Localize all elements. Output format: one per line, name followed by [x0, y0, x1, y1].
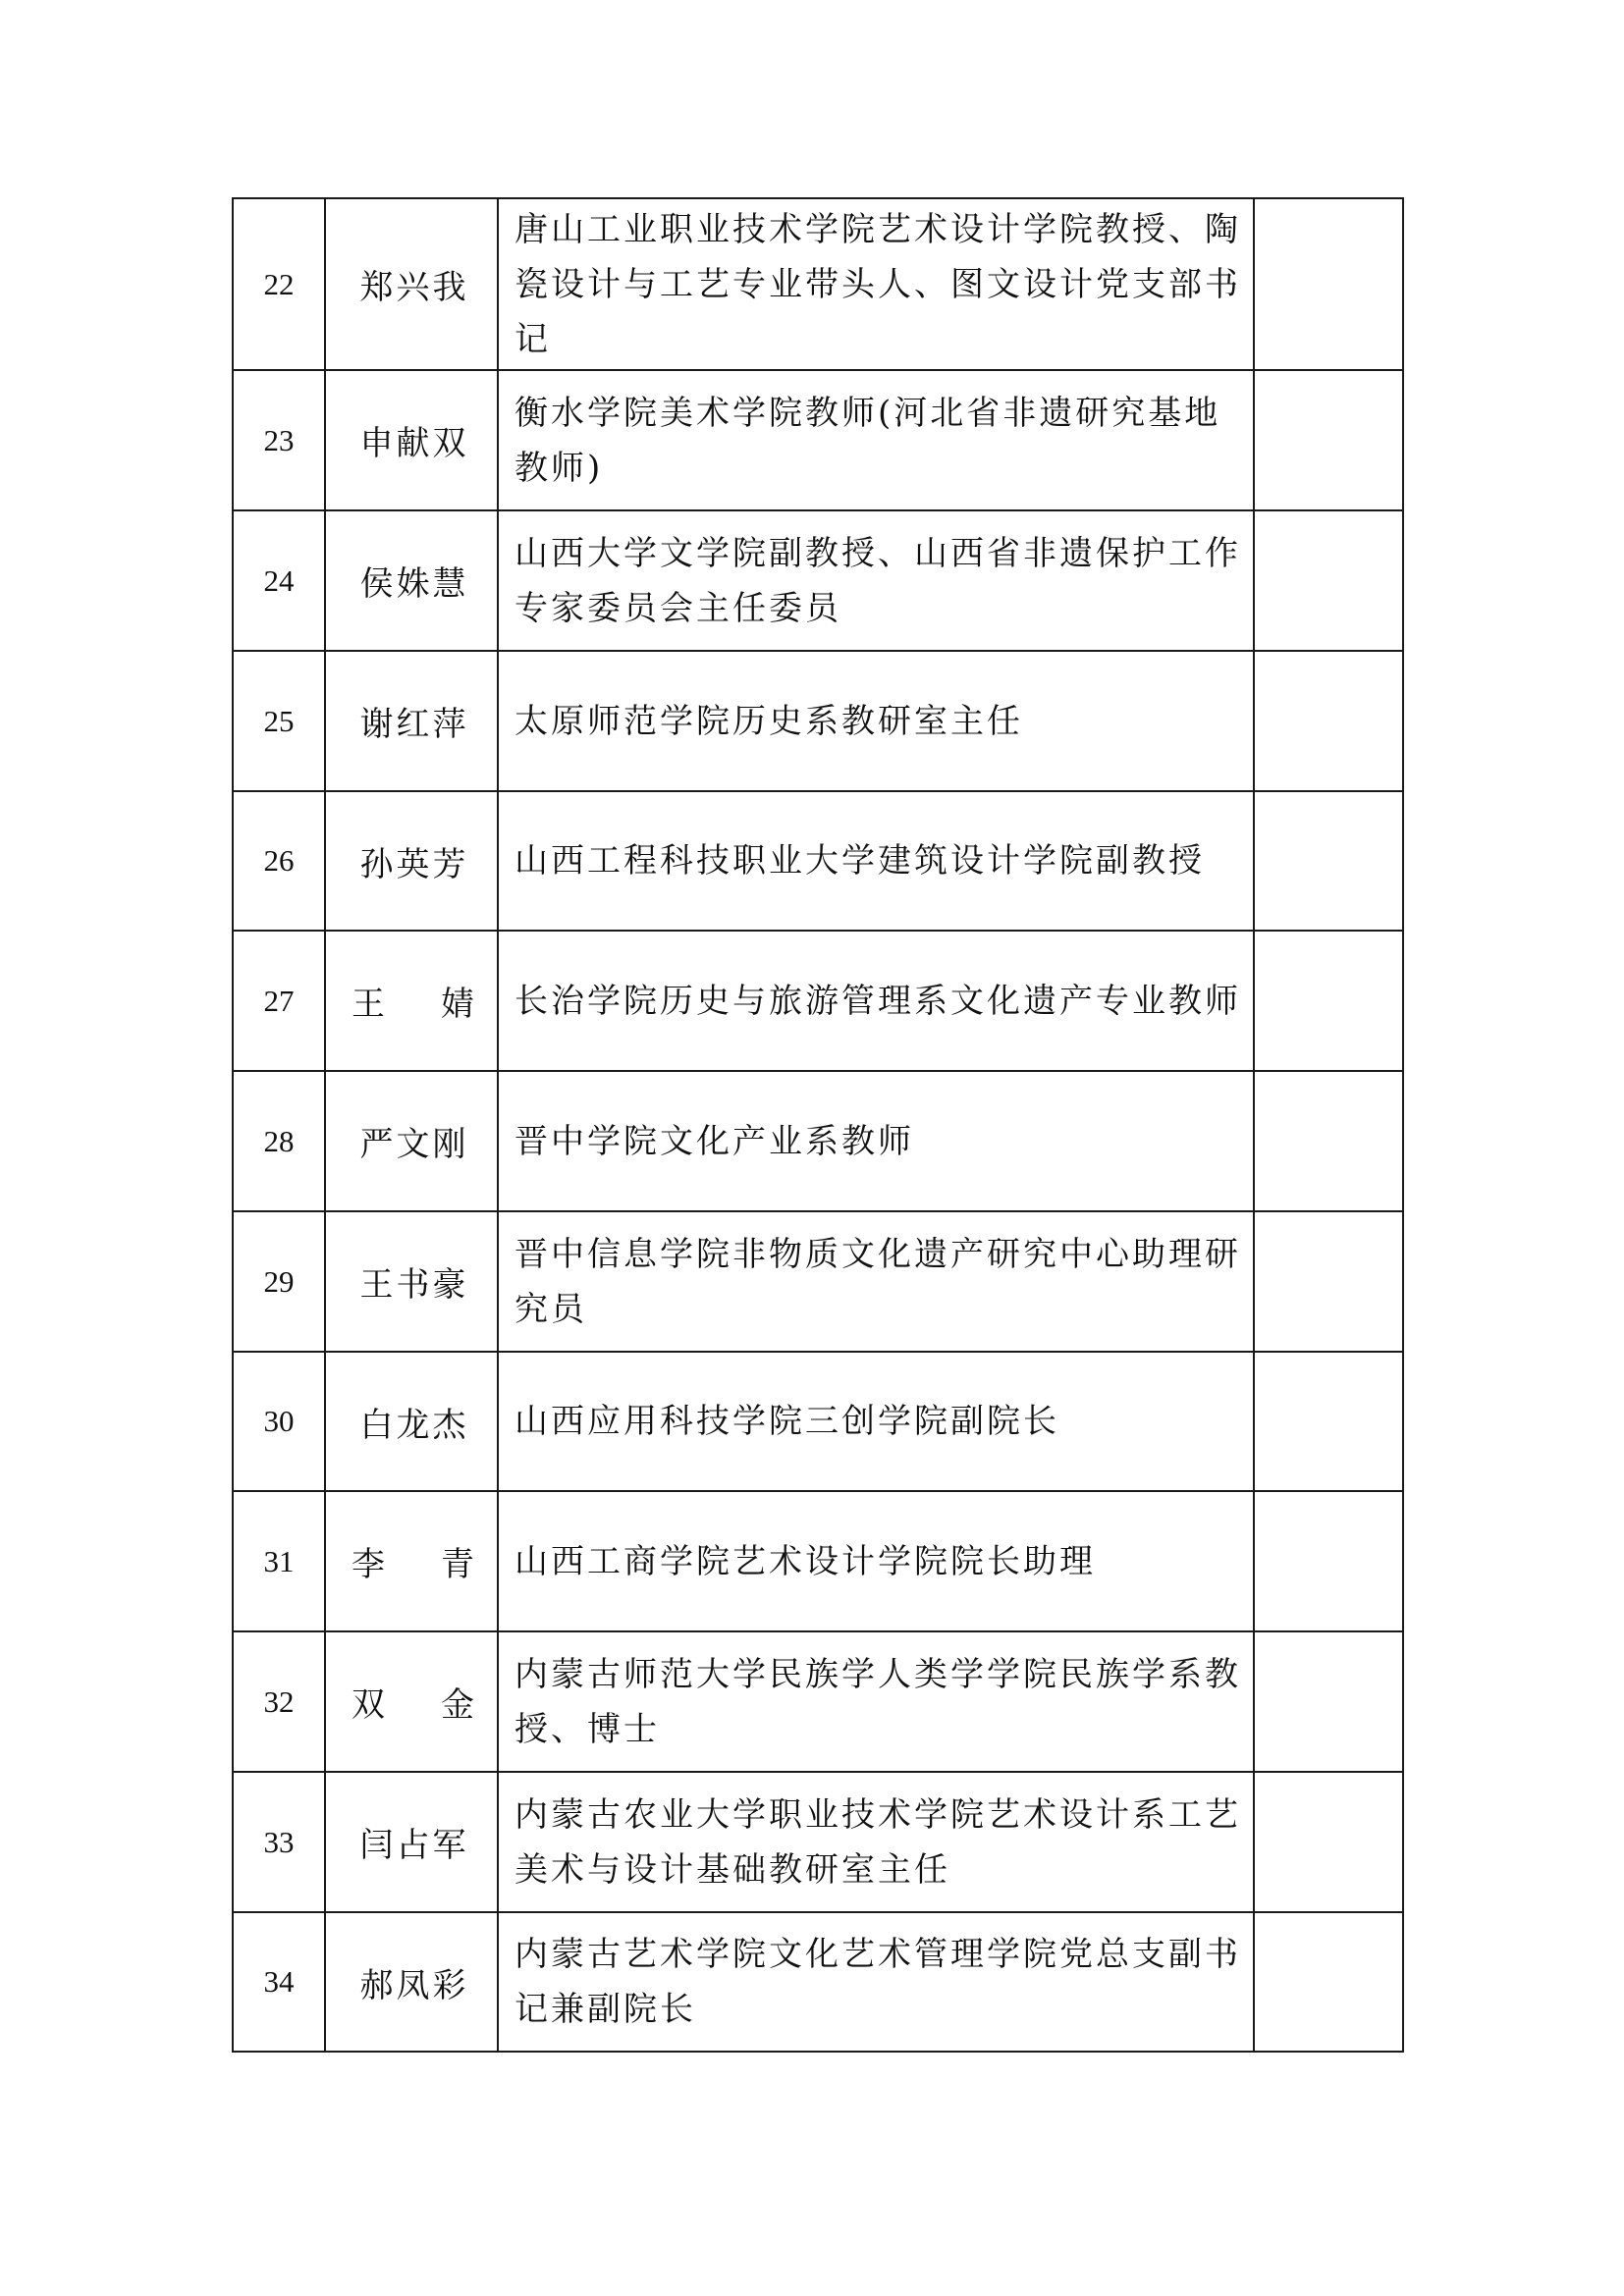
remarks-cell [1254, 931, 1403, 1071]
table-row [233, 198, 1403, 370]
expert-list-table [232, 197, 1404, 2053]
row-number: 23 [233, 370, 325, 510]
affiliation-title: 唐山工业职业技术学院艺术设计学院教授、陶瓷设计与工艺专业带头人、图文设计党支部书记 [498, 198, 1254, 370]
person-name: 申献双 [359, 424, 469, 463]
row-number: 30 [233, 1352, 325, 1491]
affiliation-title: 太原师范学院历史系教研室主任 [498, 651, 1254, 791]
person-name: 侯姝慧 [359, 564, 469, 604]
person-name-cell [325, 510, 498, 651]
affiliation-title: 长治学院历史与旅游管理系文化遗产专业教师 [498, 931, 1254, 1071]
row-number: 34 [233, 1912, 325, 2052]
person-name-cell [325, 1772, 498, 1912]
table-row [233, 1772, 1403, 1912]
person-name: 孙英芳 [359, 844, 469, 884]
person-name: 谢红萍 [359, 705, 469, 744]
table-row [233, 1352, 1403, 1491]
row-number: 27 [233, 931, 325, 1071]
person-name: 郑兴我 [359, 268, 469, 307]
row-number: 32 [233, 1631, 325, 1772]
row-number: 22 [233, 198, 325, 370]
person-name: 严文刚 [359, 1125, 469, 1164]
person-name-cell [325, 198, 498, 370]
person-name-cell [325, 370, 498, 510]
remarks-cell [1254, 370, 1403, 510]
person-name: 白龙杰 [359, 1405, 469, 1445]
affiliation-title: 晋中信息学院非物质文化遗产研究中心助理研究员 [498, 1211, 1254, 1352]
remarks-cell [1254, 791, 1403, 931]
table-row [233, 1211, 1403, 1352]
person-name-cell [325, 1352, 498, 1491]
person-name-cell [325, 1631, 498, 1772]
table-row [233, 1491, 1403, 1631]
table-row [233, 931, 1403, 1071]
table-row [233, 510, 1403, 651]
remarks-cell [1254, 1772, 1403, 1912]
row-number: 29 [233, 1211, 325, 1352]
affiliation-title: 晋中学院文化产业系教师 [498, 1071, 1254, 1211]
table-row [233, 1912, 1403, 2052]
person-name-cell [325, 651, 498, 791]
affiliation-title: 山西工程科技职业大学建筑设计学院副教授 [498, 791, 1254, 931]
affiliation-title: 内蒙古艺术学院文化艺术管理学院党总支副书记兼副院长 [498, 1912, 1254, 2052]
person-name-cell [325, 791, 498, 931]
remarks-cell [1254, 1631, 1403, 1772]
person-name-cell [325, 931, 498, 1071]
remarks-cell [1254, 198, 1403, 370]
remarks-cell [1254, 1211, 1403, 1352]
row-number: 24 [233, 510, 325, 651]
row-number: 28 [233, 1071, 325, 1211]
row-number: 33 [233, 1772, 325, 1912]
affiliation-title: 衡水学院美术学院教师(河北省非遗研究基地教师) [498, 370, 1254, 510]
person-name: 双 金 [352, 1685, 477, 1725]
affiliation-title: 山西工商学院艺术设计学院院长助理 [498, 1491, 1254, 1631]
person-name: 闫占军 [359, 1826, 469, 1865]
row-number: 31 [233, 1491, 325, 1631]
table-row [233, 651, 1403, 791]
row-number: 25 [233, 651, 325, 791]
table-row [233, 1071, 1403, 1211]
affiliation-title: 山西大学文学院副教授、山西省非遗保护工作专家委员会主任委员 [498, 510, 1254, 651]
remarks-cell [1254, 1352, 1403, 1491]
remarks-cell [1254, 510, 1403, 651]
person-name-cell [325, 1912, 498, 2052]
remarks-cell [1254, 1071, 1403, 1211]
table-row [233, 370, 1403, 510]
affiliation-title: 内蒙古农业大学职业技术学院艺术设计系工艺美术与设计基础教研室主任 [498, 1772, 1254, 1912]
row-number: 26 [233, 791, 325, 931]
affiliation-title: 内蒙古师范大学民族学人类学学院民族学系教授、博士 [498, 1631, 1254, 1772]
affiliation-title: 山西应用科技学院三创学院副院长 [498, 1352, 1254, 1491]
person-name: 王书豪 [359, 1265, 469, 1305]
person-name-cell [325, 1491, 498, 1631]
remarks-cell [1254, 651, 1403, 791]
person-name: 李 青 [352, 1545, 477, 1584]
table-body [233, 198, 1403, 2052]
person-name: 王 婧 [352, 985, 477, 1024]
person-name: 郝凤彩 [359, 1965, 469, 2005]
person-name-cell [325, 1071, 498, 1211]
table-row [233, 1631, 1403, 1772]
remarks-cell [1254, 1491, 1403, 1631]
table-row [233, 791, 1403, 931]
remarks-cell [1254, 1912, 1403, 2052]
person-name-cell [325, 1211, 498, 1352]
